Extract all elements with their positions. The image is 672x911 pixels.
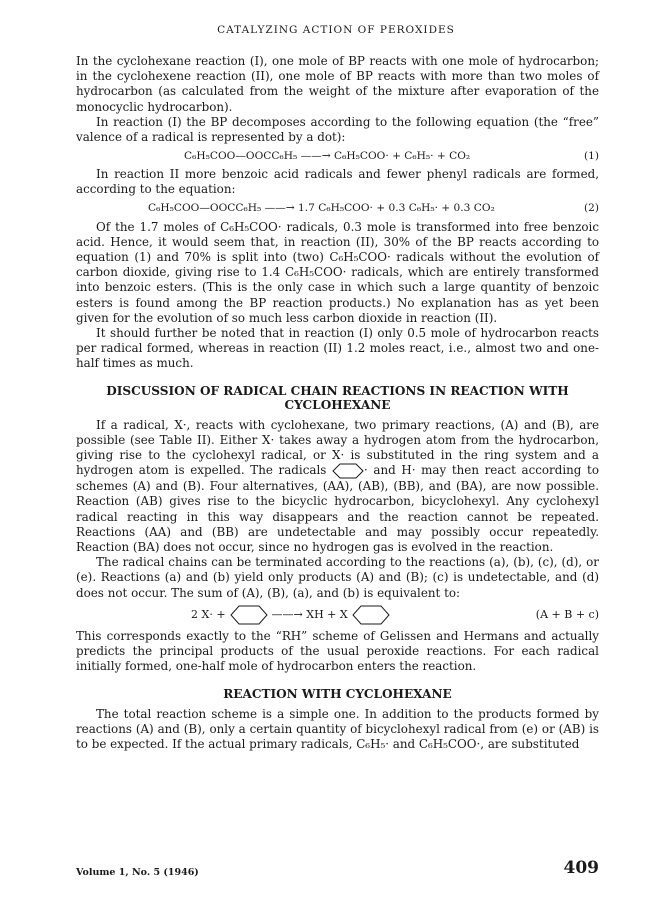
- cyclohexyl-product-hexagon-icon: [352, 605, 390, 625]
- article-body: [76, 54, 599, 752]
- running-head: CATALYZING ACTION OF PEROXIDES: [217, 24, 455, 36]
- footer-volume: Volume 1, No. 5 (1946): [76, 867, 199, 878]
- cyclohexyl-hexagon-icon: [332, 463, 364, 479]
- paragraph-6-part-b: · and H· may then react according to schemes (A) and (B). Four alternatives, (AA), (AB), (BB), and (BA), are now possible. Reaction (AB) gives rise to the bicyclic hydrocarbon, bicyclohexyl. Any cyclohexyl radical reacting in this way disappears and the reaction cannot be repeated. Reactions (AA) and (BB) are undetectable and may possibly occur repeatedly. Reaction (BA) does not occur, since no hydrogen gas is evolved in the reaction.: [76, 463, 599, 555]
- paragraph-3: In reaction II more benzoic acid radicals and fewer phenyl radicals are formed, according to the equation:: [76, 167, 599, 197]
- equation-2-number: (2): [583, 202, 599, 215]
- paragraph-6: [76, 418, 599, 556]
- equation-2-expression: C₆H₅COO—OOCC₆H₅ ——→ 1.7 C₆H₅COO· + 0.3 C₆H₅· + 0.3 CO₂: [148, 202, 495, 215]
- equation-1: [76, 146, 599, 166]
- paragraph-2: In reaction (I) the BP decomposes according to the following equation (the “free” valence of a radical is represented by a dot):: [76, 114, 599, 145]
- paragraph-6-part-a: If a radical, X·, reacts with cyclohexane, two primary reactions, (A) and (B), are possible (see Table II). Either X· takes away a hydrogen atom from the hydrocarbon, giving rise to the cyclohexyl radical, or X· is substituted in the ring system and a hydrogen atom is expelled. The radicals: [76, 417, 599, 478]
- paragraph-1: In the cyclohexane reaction (I), one mole of BP reacts with one mole of hydrocarbon; in the cyclohexene reaction (II), one mole of BP reacts with more than two moles of hydrocarbon (as calculated from the weight of the mixture after evaporation of the monocyclic hydrocarbon).: [76, 54, 599, 114]
- equation-3-arrow-and-products: ——→ XH + X: [271, 608, 348, 622]
- equation-2: [76, 199, 599, 219]
- section-heading-cyclohexane: REACTION WITH CYCLOHEXANE: [223, 686, 452, 701]
- paragraph-5: It should further be noted that in reaction (I) only 0.5 mole of hydrocarbon reacts per radical formed, whereas in reaction (II) 1.2 moles react, i.e., almost two and one-half times as much.: [76, 326, 599, 371]
- equation-3: [76, 601, 599, 629]
- paragraph-8: This corresponds exactly to the “RH” scheme of Gelissen and Hermans and actually predicts the principal products of the usual peroxide reactions. For each radical initially formed, one-half mole of hydrocarbon enters the reaction.: [76, 628, 599, 674]
- equation-1-expression: C₆H₅COO—OOCC₆H₅ ——→ C₆H₅COO· + C₆H₅· + CO₂: [184, 149, 471, 162]
- equation-1-number: (1): [583, 149, 599, 162]
- paragraph-9: The total reaction scheme is a simple one. In addition to the products formed by reactions (A) and (B), only a certain quantity of bicyclohexyl radical from (e) or (AB) is to be expected. If the actual primary radicals, C₆H₅· and C₆H₅COO·, are substituted: [76, 706, 599, 751]
- paragraph-7: The radical chains can be terminated according to the reactions (a), (b), (c), (d), or (e). Reactions (a) and (b) yield only products (A) and (B); (c) is undetectable, and (d) does not occur. The sum of (A), (B), (a), and (b) is equivalent to:: [76, 555, 599, 600]
- cyclohexane-hexagon-icon: [230, 605, 268, 625]
- page-number: 409: [563, 858, 599, 878]
- paragraph-4: Of the 1.7 moles of C₆H₅COO· radicals, 0.3 mole is transformed into free benzoic acid. Hence, it would seem that, in reaction (II), 30% of the BP reacts according to equation (1) and 70% is split into (two) C₆H₅COO· radicals without the evolution of carbon dioxide, giving rise to 1.4 C₆H₅COO· radicals, which are entirely transformed into benzoic esters. (This is the only case in which such a large quantity of benzoic esters is found among the BP reaction products.) No explanation has as yet been given for the evolution of so much less carbon dioxide in reaction (II).: [76, 219, 599, 325]
- equation-3-number: (A + B + c): [535, 608, 599, 622]
- section-heading-radical-chain: DISCUSSION OF RADICAL CHAIN REACTIONS IN REACTION WITH CYCLOHEXANE: [106, 383, 569, 412]
- equation-3-lhs: 2 X· +: [191, 608, 226, 622]
